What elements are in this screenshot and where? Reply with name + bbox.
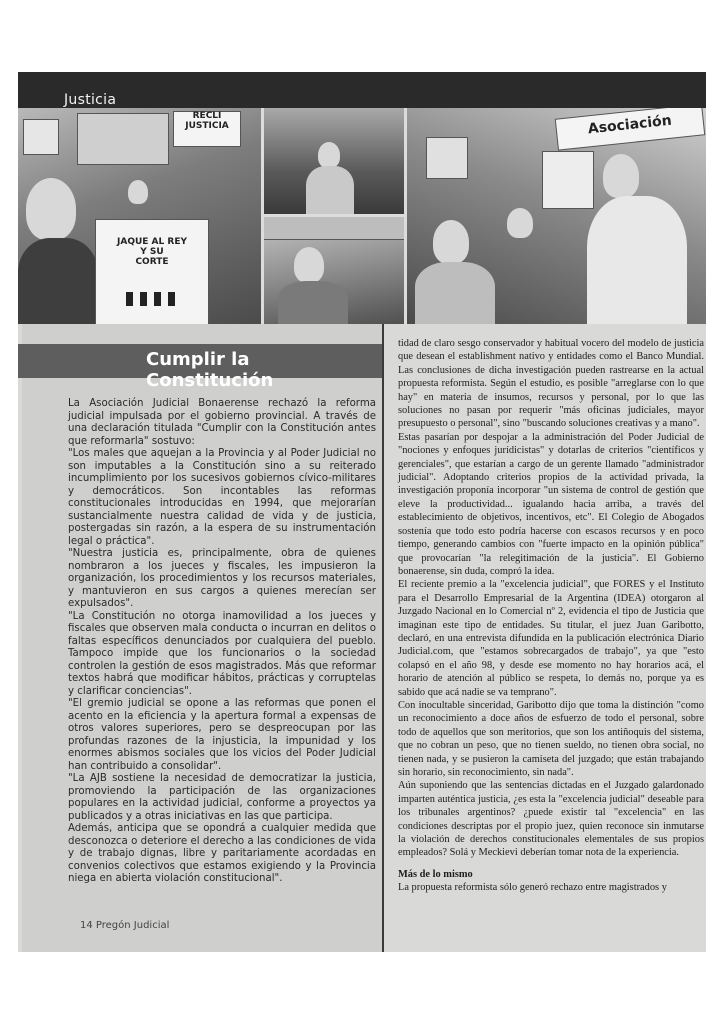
- magazine-page: [18, 72, 706, 952]
- shouting-protester-body: [587, 196, 687, 324]
- protester-face: [294, 247, 324, 283]
- photo-collage: [18, 108, 706, 324]
- sidebar-title-bar: [18, 344, 382, 391]
- sidebar-paragraph: La Asociación Judicial Bonaerense rechazó la reforma judicial impulsada por el gobierno provincial. A través de una declaración titulada "Cumplir con la Constitución antes que reformarla" sostuvo:: [68, 398, 376, 447]
- article-subheading: Más de lo mismo: [398, 868, 473, 880]
- crowd-banner: [264, 217, 404, 239]
- article-paragraph: Estas pasarían por despojar a la administración del Poder Judicial de "nociones y enfoques jurídicistas" y dotarlas de criterios "científicos y gerenciales", que estarían a cargo de un gerente llamado "administrador judicial". Adoptando criterios propios de la actividad privada, la investigación proponía incorporar "un sistema de control de gestión que eleve la productividad... igualando hacia arriba, a través del establecimiento de objetivos, incentivos, etc". El Colegio de Abogados sostenía que todo esto podría hacerse con escasos recursos y en poco tiempo, generando cambios con "fuerte impacto en la opinión pública" que provocarían "la relegitimación de la justicia". El Gobierno bonaerense, sin duda, compró la idea.: [398, 431, 704, 577]
- sidebar-paragraph: "La Constitución no otorga inamovilidad a los jueces y fiscales que observen mala conducta o incurran en delitos o faltas específicos denunciados por cualquiera del pueblo. Tampoco impide que los funcionarios o la sociedad controlen la gestión de esos magistrados. Más que reformar textos habrá que modificar hábitos, prácticas y corruptelas y clarificar conciencias".: [68, 610, 376, 697]
- picture-sign: [427, 138, 467, 178]
- article-body: [398, 337, 704, 895]
- protester-body: [18, 238, 98, 324]
- protest-photo-right: [407, 108, 706, 324]
- chess-sign: [543, 152, 593, 208]
- article-paragraph: Aún suponiendo que las sentencias dictadas en el Juzgado galardonado imparten auténtica justicia, ¿es esta la "excelencia judicial" deseable para los tribunales argentinos? ¿puede existir tal "excelencia" en las condiciones descriptas por el propio juez, quien reconoce sin inmutarse la violación de derechos constitucionales elementales de sus propios empleados? Solá y Meckievi deberían tomar nota de la experiencia.: [398, 780, 704, 859]
- sidebar-paragraph: "La AJB sostiene la necesidad de democratizar la justicia, promoviendo la participación de las organizaciones populares en la actividad judicial, conforme a proyectos ya publicados y a otras iniciativas en las que participa.: [68, 773, 376, 822]
- section-label: Justicia: [64, 92, 117, 108]
- chessboard-graphic: [126, 292, 176, 306]
- crowd-face: [507, 208, 533, 238]
- protester-body: [306, 166, 354, 214]
- woman-protester-face: [433, 220, 469, 264]
- article-paragraph: La propuesta reformista sólo generó rechazo entre magistrados y: [398, 882, 667, 894]
- protest-banner: [78, 114, 168, 164]
- page-footer: 14 Pregón Judicial: [80, 920, 170, 931]
- small-sign: [24, 120, 58, 154]
- protest-photo-left: [18, 108, 261, 324]
- article-paragraph: El reciente premio a la "excelencia judicial", que FORES y el Instituto para el Desarrollo Empresarial de la Argentina (IDEA) otorgaron al Juzgado Nacional en lo Comercial nº 2, evidencia el tipo de Justicia que imaginan este tipo de entidades. Su titular, el juez Juan Garibotto, declaró, en una entrevista difundida en la publicación electrónica Diario Judicial.com, que "estamos sobrecargados de trabajo", ya que "esto colapsó en el año 98, y desde ese momento no hay horarios acá, el horario de atención al público se respeta, lo demás no, porque ya es sabido que acá nadie se va temprano".: [398, 579, 704, 698]
- protester-face: [318, 142, 340, 168]
- sidebar-title: Cumplir la Constitución: [146, 349, 274, 391]
- article-paragraph: Con inocultable sinceridad, Garibotto dijo que toma la distinción "como un reconocimiento a doce años de esfuerzo de todo el personal, sobre todo de aquellos que son meritorios, que son los antiñoquis del sistema, que no cobran un peso, que no tienen sueldo, no tienen obra social, no tienen nada, y se pusieron la camiseta del juzgado; que están trabajando sin horario, sin reconocimiento, sin nada".: [398, 699, 704, 778]
- protester-body: [278, 281, 348, 324]
- sidebar-body: [68, 398, 376, 886]
- woman-protester-body: [415, 262, 495, 324]
- sidebar-paragraph: "Nuestra justicia es, principalmente, obra de quienes nombraron a los jueces y fiscales, les impusieron la organización, los procedimientos y los recursos materiales, y mantuvieron en sus cargos a quienes merecían ser expulsados".: [68, 548, 376, 609]
- association-banner: Asociación: [556, 108, 704, 150]
- protest-photo-middle-top: [264, 108, 404, 214]
- crowd-face: [128, 180, 148, 204]
- sidebar-paragraph: Además, anticipa que se opondrá a cualquier medida que desconozca o deteriore el derecho a las condiciones de vida y de trabajo dignas, libre y paritariamente acordadas en convenios colectivos que estamos exigiendo y la Provincia niega en abierta violación constitucional".: [68, 823, 376, 884]
- protest-sign-justicia: RECLI JUSTICIA: [174, 112, 240, 146]
- section-header-bar: [18, 72, 706, 112]
- protester-face: [26, 178, 76, 240]
- protest-photo-middle-bottom: [264, 217, 404, 324]
- sidebar-paragraph: "El gremio judicial se opone a las reformas que ponen el acento en la eficiencia y la apertura formal a expensas de otros valores superiores, pero se despreocupan por las profundas razones de la injusticia, la impunidad y los enormes abismos sociales que los vicios del Poder Judicial han contribuido a consolidar".: [68, 698, 376, 772]
- sidebar-paragraph: "Los males que aquejan a la Provincia y al Poder Judicial no son imputables a la Constitución sino a su reiterado incumplimiento por los sucesivos gobiernos cívico-militares y democráticos. Son incontables las reformas constitucionales introducidas en 1994, que mejorarían sustancialmente nuestra calidad de vida y de justicia, postergadas sin razón, a la espera de su instrumentación legal o práctica".: [68, 448, 376, 547]
- protest-sign-jaque: JAQUE AL REY Y SU CORTE: [96, 220, 208, 324]
- shouting-protester-face: [603, 154, 639, 198]
- article-paragraph: tidad de claro sesgo conservador y habitual vocero del modelo de justicia que desean el establishment nativo y entidades como el Banco Mundial. Las conclusiones de dicha investigación pueden rastrearse en la actual propuesta reformista. Según el estudio, es posible "arreglarse con lo que hay" en materia de insumos, recursos y personal, por lo que las soluciones no pasan por requerir "más oficinas judiciales, mayor presupuesto o personal", sino "buscando soluciones creativas y a mano".: [398, 338, 704, 430]
